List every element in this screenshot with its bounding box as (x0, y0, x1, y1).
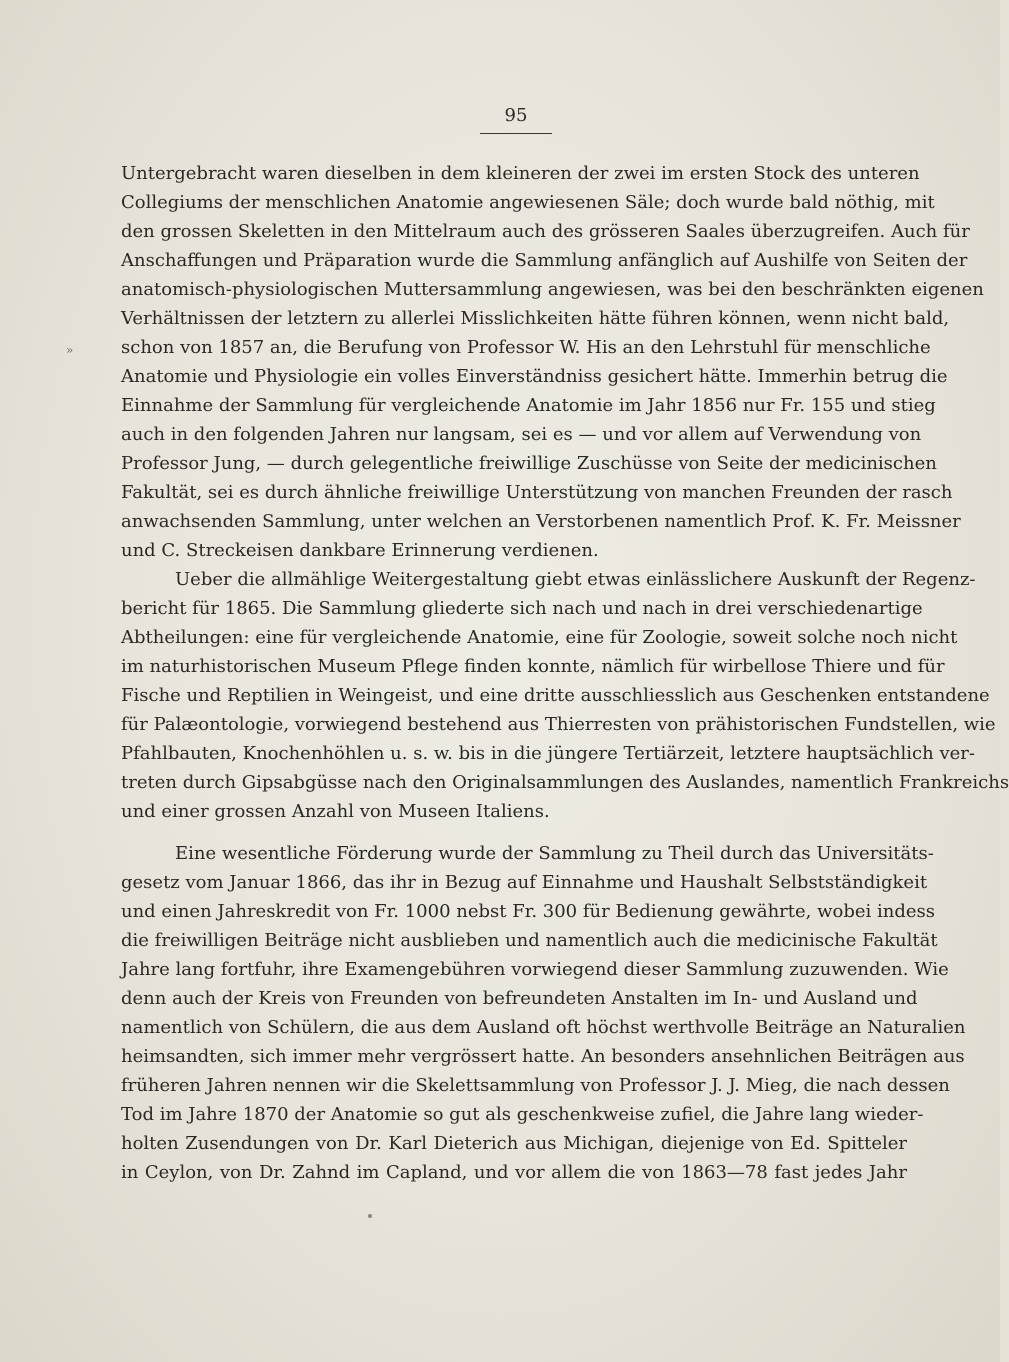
text-line: Anatomie und Physiologie ein volles Einverständniss gesichert hätte. Immerhin betrug die (121, 366, 948, 387)
text-line: Professor Jung, — durch gelegentliche freiwillige Zuschüsse von Seite der medicinischen (121, 453, 937, 474)
text-line: Ueber die allmählige Weitergestaltung giebt etwas einlässlichere Auskunft der Regenz- (175, 569, 976, 590)
ink-speck (368, 1214, 372, 1218)
text-line: auch in den folgenden Jahren nur langsam, sei es — und vor allem auf Verwendung von (121, 424, 922, 445)
text-line: Collegiums der menschlichen Anatomie angewiesenen Säle; doch wurde bald nöthig, mit (121, 192, 935, 213)
text-line: in Ceylon, von Dr. Zahnd im Capland, und vor allem die von 1863—78 fast jedes Jahr (121, 1162, 907, 1183)
text-line: denn auch der Kreis von Freunden von befreundeten Anstalten im In- und Ausland und (121, 988, 918, 1009)
text-line: Anschaffungen und Präparation wurde die Sammlung anfänglich auf Aushilfe von Seiten der (121, 250, 968, 271)
text-line: Verhältnissen der letztern zu allerlei Misslichkeiten hätte führen können, wenn nicht bald, (121, 308, 950, 329)
text-line: Eine wesentliche Förderung wurde der Sammlung zu Theil durch das Universitäts- (175, 843, 934, 864)
text-line: anwachsenden Sammlung, unter welchen an Verstorbenen namentlich Prof. K. Fr. Meissner (121, 511, 961, 532)
text-line: und einen Jahreskredit von Fr. 1000 nebst Fr. 300 für Bedienung gewährte, wobei indess (121, 901, 935, 922)
text-line: schon von 1857 an, die Berufung von Professor W. His an den Lehrstuhl für menschliche (121, 337, 931, 358)
text-line: Einnahme der Sammlung für vergleichende Anatomie im Jahr 1856 nur Fr. 155 und stieg (121, 395, 936, 416)
text-line: bericht für 1865. Die Sammlung gliederte sich nach und nach in drei verschiedenartige (121, 598, 923, 619)
text-line: Abtheilungen: eine für vergleichende Anatomie, eine für Zoologie, soweit solche noch nicht (121, 627, 958, 648)
text-line: den grossen Skeletten in den Mittelraum auch des grösseren Saales überzugreifen. Auch für (121, 221, 970, 242)
text-line: Fische und Reptilien in Weingeist, und eine dritte ausschliesslich aus Geschenken entstandene (121, 685, 990, 706)
text-line: im naturhistorischen Museum Pflege finden konnte, nämlich für wirbellose Thiere und für (121, 656, 945, 677)
text-line: namentlich von Schülern, die aus dem Ausland oft höchst werthvolle Beiträge an Naturalien (121, 1017, 966, 1038)
text-line: und einer grossen Anzahl von Museen Italiens. (121, 801, 550, 822)
page-number-rule (480, 133, 552, 134)
text-line: früheren Jahren nennen wir die Skelettsammlung von Professor J. J. Mieg, die nach dessen (121, 1075, 950, 1096)
text-line: treten durch Gipsabgüsse nach den Originalsammlungen des Auslandes, namentlich Frankreichs (121, 772, 1009, 793)
text-line: heimsandten, sich immer mehr vergrössert hatte. An besonders ansehnlichen Beiträgen aus (121, 1046, 965, 1067)
text-line: anatomisch-physiologischen Muttersammlung angewiesen, was bei den beschränkten eigenen (121, 279, 984, 300)
text-line: für Palæontologie, vorwiegend bestehend aus Thierresten von prähistorischen Fundstellen, wie (121, 714, 996, 735)
text-line: gesetz vom Januar 1866, das ihr in Bezug auf Einnahme und Haushalt Selbstständigkeit (121, 872, 928, 893)
text-line: die freiwilligen Beiträge nicht ausblieben und namentlich auch die medicinische Fakultät (121, 930, 938, 951)
text-line: Jahre lang fortfuhr, ihre Examengebühren vorwiegend dieser Sammlung zuzuwenden. Wie (121, 959, 949, 980)
text-line: Fakultät, sei es durch ähnliche freiwillige Unterstützung von manchen Freunden der rasch (121, 482, 953, 503)
text-line: holten Zusendungen von Dr. Karl Dieterich aus Michigan, diejenige von Ed. Spitteler (121, 1133, 907, 1154)
text-line: Pfahlbauten, Knochenhöhlen u. s. w. bis in die jüngere Tertiärzeit, letztere hauptsächlich ver- (121, 743, 975, 764)
page-number: 95 (504, 105, 528, 126)
text-line: Tod im Jahre 1870 der Anatomie so gut als geschenkweise zufiel, die Jahre lang wieder- (121, 1104, 924, 1125)
text-line: und C. Streckeisen dankbare Erinnerung verdienen. (121, 540, 599, 561)
text-line: Untergebracht waren dieselben in dem kleineren der zwei im ersten Stock des unteren (121, 163, 920, 184)
margin-mark: » (66, 343, 74, 357)
